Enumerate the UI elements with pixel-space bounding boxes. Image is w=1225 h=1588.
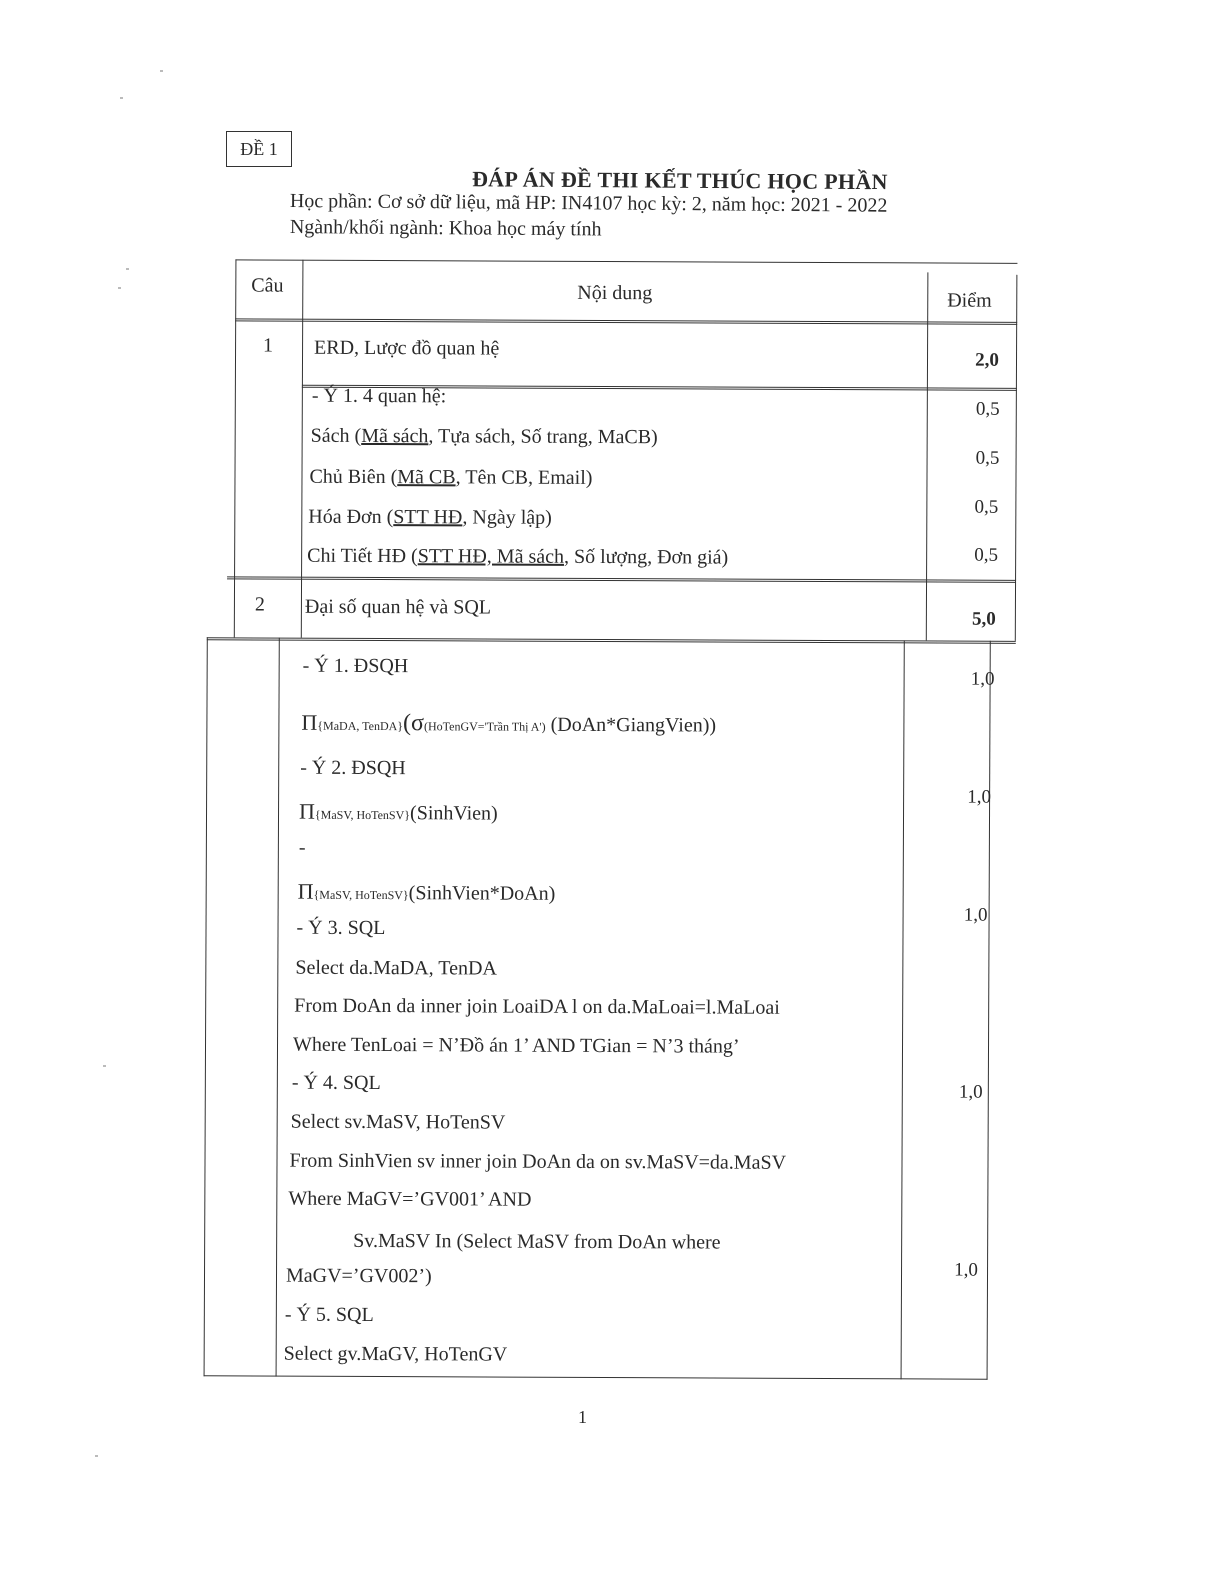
projection-symbol: Π: [297, 878, 314, 904]
table-border-bottom: [204, 1375, 988, 1379]
q1-score-4: 0,5: [974, 544, 999, 566]
q1-score-1: 0,5: [975, 398, 1000, 420]
q2-y3-line3: Where TenLoai = N’Đồ án 1’ AND TGian = N’3 tháng’: [292, 1033, 740, 1058]
document-title: ĐÁP ÁN ĐỀ THI KẾT THÚC HỌC PHẦN: [471, 166, 888, 195]
course-line: Học phần: Cơ sở dữ liệu, mã HP: IN4107 học kỳ: 2, năm học: 2021 - 2022: [289, 190, 888, 217]
selection-symbol: (σ: [403, 710, 425, 737]
major-line: Ngành/khối ngành: Khoa học máy tính: [289, 216, 602, 241]
rel-attributes: , Tên CB, Email): [455, 466, 593, 489]
q1-relation-sach: [311, 425, 658, 450]
q1-relation-chi-tiet-hd: [307, 545, 728, 570]
rel-name: Sách (: [310, 424, 362, 447]
header-diem: Điểm: [947, 289, 992, 312]
q2-y2-minus: -: [298, 836, 306, 859]
q2-y5-line1: Select gv.MaGV, HoTenGV: [283, 1342, 508, 1366]
scan-speck: [120, 97, 123, 99]
table-border-top: [235, 259, 1017, 263]
scan-speck: [95, 1455, 98, 1457]
q2-number: 2: [254, 593, 265, 616]
projection-symbol: Π: [301, 709, 318, 735]
q2-y4-line1: Select sv.MaSV, HoTenSV: [290, 1110, 506, 1134]
algebra-rest: (SinhVien*DoAn): [408, 882, 556, 905]
scan-speck: [160, 70, 163, 72]
rel-primary-key: STT HĐ, Mã sách: [417, 545, 565, 568]
scan-speck: [103, 1065, 106, 1067]
rel-name: Hóa Đơn (: [308, 505, 394, 529]
q1-bottom-separator: [227, 576, 1016, 582]
q1-relation-chu-bien: [309, 466, 592, 490]
rel-name: Chi Tiết HĐ (: [307, 544, 418, 568]
q2-score-3: 1,0: [963, 904, 988, 926]
scan-speck: [126, 268, 129, 270]
q1-score: 2,0: [975, 349, 999, 371]
table-border-left-bottom: [204, 637, 208, 1376]
q2-title: Đại số quan hệ và SQL: [304, 595, 492, 619]
q1-title: ERD, Lược đồ quan hệ: [314, 336, 500, 360]
scan-speck: [118, 287, 121, 289]
table-border-left-top: [234, 259, 237, 637]
q2-y2-algebra: [299, 799, 498, 826]
q2-y3-line1: Select da.MaDA, TenDA: [295, 956, 497, 980]
q2-score-4: 1,0: [958, 1081, 983, 1103]
table-divider-cau-bottom: [276, 638, 280, 1377]
projection-attrs: {MaDA, TenDA}: [317, 718, 404, 734]
selection-condition: (HoTenGV='Trần Thị A'): [423, 719, 546, 734]
q1-y1: - Ý 1. 4 quan hệ:: [311, 384, 447, 408]
q2-y4-line2: From SinhVien sv inner join DoAn da on sv.MaSV=da.MaSV: [289, 1149, 787, 1174]
q2-y4-line4: Sv.MaSV In (Select MaSV from DoAn where: [353, 1229, 721, 1254]
q2-y3-line2: From DoAn da inner join LoaiDA l on da.MaLoai=l.MaLoai: [294, 994, 780, 1019]
q2-y2b-algebra: [298, 879, 556, 906]
rel-primary-key: STT HĐ: [393, 506, 463, 529]
q2-y4-line3: Where MaGV=’GV001’ AND: [288, 1187, 532, 1211]
algebra-rest: (SinhVien): [410, 802, 498, 825]
projection-attrs: {MaSV, HoTenSV}: [314, 807, 411, 823]
rel-attributes: , Số lượng, Đơn giá): [563, 545, 729, 569]
rel-primary-key: Mã CB: [397, 466, 456, 489]
q2-y4: - Ý 4. SQL: [291, 1071, 381, 1095]
projection-symbol: Π: [298, 798, 315, 824]
q2-score-1: 1,0: [970, 668, 995, 690]
q2-y5: - Ý 5. SQL: [284, 1303, 374, 1327]
table-divider-diem-top: [926, 272, 929, 640]
q1-score-3: 0,5: [974, 496, 999, 518]
projection-attrs: {MaSV, HoTenSV}: [313, 887, 409, 903]
q2-score-5: 1,0: [954, 1259, 978, 1281]
exam-code-label: ĐỀ 1: [240, 139, 278, 159]
q2-y3: - Ý 3. SQL: [296, 916, 386, 940]
rel-attributes: , Tựa sách, Số trang, MaCB): [428, 425, 658, 449]
q1-score-2: 0,5: [975, 447, 1000, 469]
q2-score-2: 1,0: [967, 786, 992, 808]
q2-y1: - Ý 1. ĐSQH: [302, 654, 409, 678]
table-divider-diem-bottom: [901, 640, 905, 1379]
rel-name: Chủ Biên (: [309, 465, 398, 489]
table-divider-cau-top: [301, 260, 304, 638]
q2-y4-line5: MaGV=’GV002’): [285, 1264, 432, 1288]
q2-title-separator: [207, 637, 1016, 644]
q1-number: 1: [263, 334, 274, 357]
q1-relation-hoa-don: [308, 506, 552, 530]
q2-y1-algebra: [301, 710, 716, 739]
q2-y2: - Ý 2. ĐSQH: [300, 756, 406, 780]
header-noi-dung: Nội dung: [577, 281, 653, 305]
table-header-separator: [235, 318, 1017, 324]
rel-primary-key: Mã sách: [361, 424, 429, 448]
header-cau: Câu: [251, 274, 284, 297]
q2-score: 5,0: [971, 608, 996, 630]
algebra-rest: (DoAn*GiangVien)): [545, 713, 717, 737]
page-number: 1: [578, 1407, 587, 1427]
rel-attributes: , Ngày lập): [462, 506, 552, 529]
